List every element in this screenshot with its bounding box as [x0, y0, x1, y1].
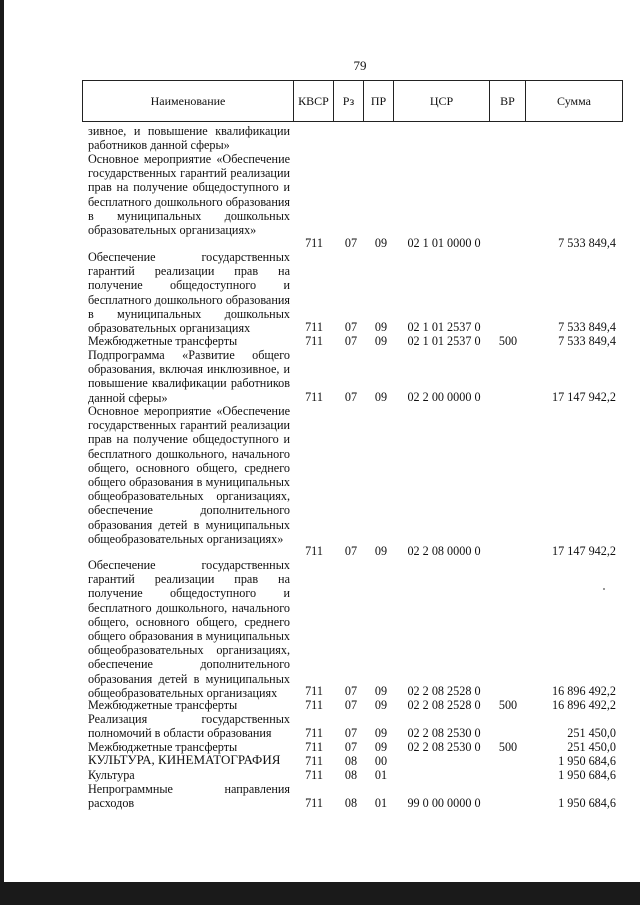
row-pr: 09: [374, 684, 388, 698]
row-pr: 09: [374, 698, 388, 712]
row-kvsr: 711: [305, 544, 323, 558]
table-header: [82, 80, 623, 122]
row-name: Межбюджетные трансферты: [88, 740, 238, 754]
row-rz: 07: [344, 236, 358, 250]
row-sum: 17 147 942,2: [552, 544, 616, 558]
row-csr: 02 2 08 2530 0: [407, 740, 481, 754]
row-rz: 08: [344, 796, 358, 810]
row-name: Культура: [88, 768, 135, 782]
row-pr: 01: [374, 796, 388, 810]
row-sum: 7 533 849,4: [558, 320, 616, 334]
row-rz: 07: [344, 334, 358, 348]
row-rz: 07: [344, 740, 358, 754]
header-name: Наименование: [83, 81, 294, 121]
row-kvsr: 711: [305, 684, 323, 698]
row-csr: 02 2 00 0000 0: [407, 390, 481, 404]
row-name: Обеспечение государственных гарантий реализации прав на получение общедоступного и бесплатного дошкольного, начального общего, основного общего, среднего общего образования в муниципальных общеобразовательных организациях, обеспечение дополнительного образования детей в муниципальных общеобразовательных организациях: [88, 558, 290, 700]
row-kvsr: 711: [305, 796, 323, 810]
header-sum: Сумма: [557, 94, 591, 108]
row-rz: 07: [344, 320, 358, 334]
row-name: Реализация государственных полномочий в области образования: [88, 712, 290, 741]
row-kvsr: 711: [305, 236, 323, 250]
row-sum: 251 450,0: [567, 740, 616, 754]
row-name: Подпрограмма «Развитие общего образования, включая инклюзивное, и повышение квалификации работников данной сферы»: [88, 348, 290, 405]
row-pr: 09: [374, 544, 388, 558]
row-name: Межбюджетные трансферты: [88, 334, 238, 348]
row-csr: 99 0 00 0000 0: [407, 796, 481, 810]
row-pr: 09: [374, 726, 388, 740]
row-sum: 1 950 684,6: [558, 768, 616, 782]
row-pr: 09: [374, 320, 388, 334]
row-kvsr: 711: [305, 320, 323, 334]
row-vr: 500: [498, 698, 518, 712]
row-csr: 02 2 08 2528 0: [407, 684, 481, 698]
row-vr: 500: [498, 334, 518, 348]
row-name: зивное, и повышение квалификации работников данной сферы»: [88, 124, 290, 153]
row-pr: 09: [374, 390, 388, 404]
row-pr: 09: [374, 236, 388, 250]
header-rz: Рз: [334, 81, 364, 121]
row-kvsr: 711: [305, 726, 323, 740]
row-rz: 07: [344, 726, 358, 740]
row-name: Непрограммные направления расходов: [88, 782, 290, 811]
row-kvsr: 711: [305, 698, 323, 712]
row-pr: 09: [374, 334, 388, 348]
row-pr: 01: [374, 768, 388, 782]
row-sum: 1 950 684,6: [558, 754, 616, 768]
row-vr: 500: [498, 740, 518, 754]
row-kvsr: 711: [305, 740, 323, 754]
row-name: Основное мероприятие «Обеспечение государственных гарантий реализации прав на получение общедоступного и бесплатного дошкольного образования в муниципальных дошкольных образовательных организациях»: [88, 152, 290, 238]
row-sum: 7 533 849,4: [558, 334, 616, 348]
row-kvsr: 711: [305, 390, 323, 404]
row-rz: 07: [344, 390, 358, 404]
row-sum: 1 950 684,6: [558, 796, 616, 810]
row-sum: 16 896 492,2: [552, 698, 616, 712]
row-rz: 08: [344, 768, 358, 782]
row-name: Межбюджетные трансферты: [88, 698, 238, 712]
row-pr: 00: [374, 754, 388, 768]
row-csr: 02 1 01 2537 0: [407, 334, 481, 348]
row-csr: 02 2 08 0000 0: [407, 544, 481, 558]
row-csr: 02 1 01 0000 0: [407, 236, 481, 250]
row-kvsr: 711: [305, 334, 323, 348]
row-sum: 7 533 849,4: [558, 236, 616, 250]
row-name: Обеспечение государственных гарантий реализации прав на получение общедоступного и бесплатного дошкольного образования в муниципальных дошкольных образовательных организациях: [88, 250, 290, 336]
row-kvsr: 711: [305, 754, 323, 768]
row-sum: 17 147 942,2: [552, 390, 616, 404]
row-sum: 16 896 492,2: [552, 684, 616, 698]
row-pr: 09: [374, 740, 388, 754]
header-pr: ПР: [364, 81, 394, 121]
page-number: 79: [353, 58, 367, 73]
row-rz: 07: [344, 684, 358, 698]
header-kvsr: КВСР: [294, 81, 334, 121]
header-csr: ЦСР: [394, 81, 490, 121]
scan-speck: [603, 588, 605, 590]
row-sum: 251 450,0: [567, 726, 616, 740]
row-csr: 02 2 08 2530 0: [407, 726, 481, 740]
header-vr: ВР: [490, 81, 526, 121]
scan-bottom-band: [0, 882, 640, 905]
row-name: КУЛЬТУРА, КИНЕМАТОГРАФИЯ: [88, 752, 281, 767]
row-name: Основное мероприятие «Обеспечение государственных гарантий реализации прав на получение общедоступного и бесплатного дошкольного, начального общего, основного общего, среднего общего образования в муниципальных общеобразовательных организациях, обеспечение дополнительного образования детей в муниципальных общеобразовательных организациях»: [88, 404, 290, 546]
row-kvsr: 711: [305, 768, 323, 782]
row-csr: 02 2 08 2528 0: [407, 698, 481, 712]
scan-left-border: [0, 0, 4, 905]
row-rz: 07: [344, 544, 358, 558]
row-csr: 02 1 01 2537 0: [407, 320, 481, 334]
row-rz: 07: [344, 698, 358, 712]
row-rz: 08: [344, 754, 358, 768]
